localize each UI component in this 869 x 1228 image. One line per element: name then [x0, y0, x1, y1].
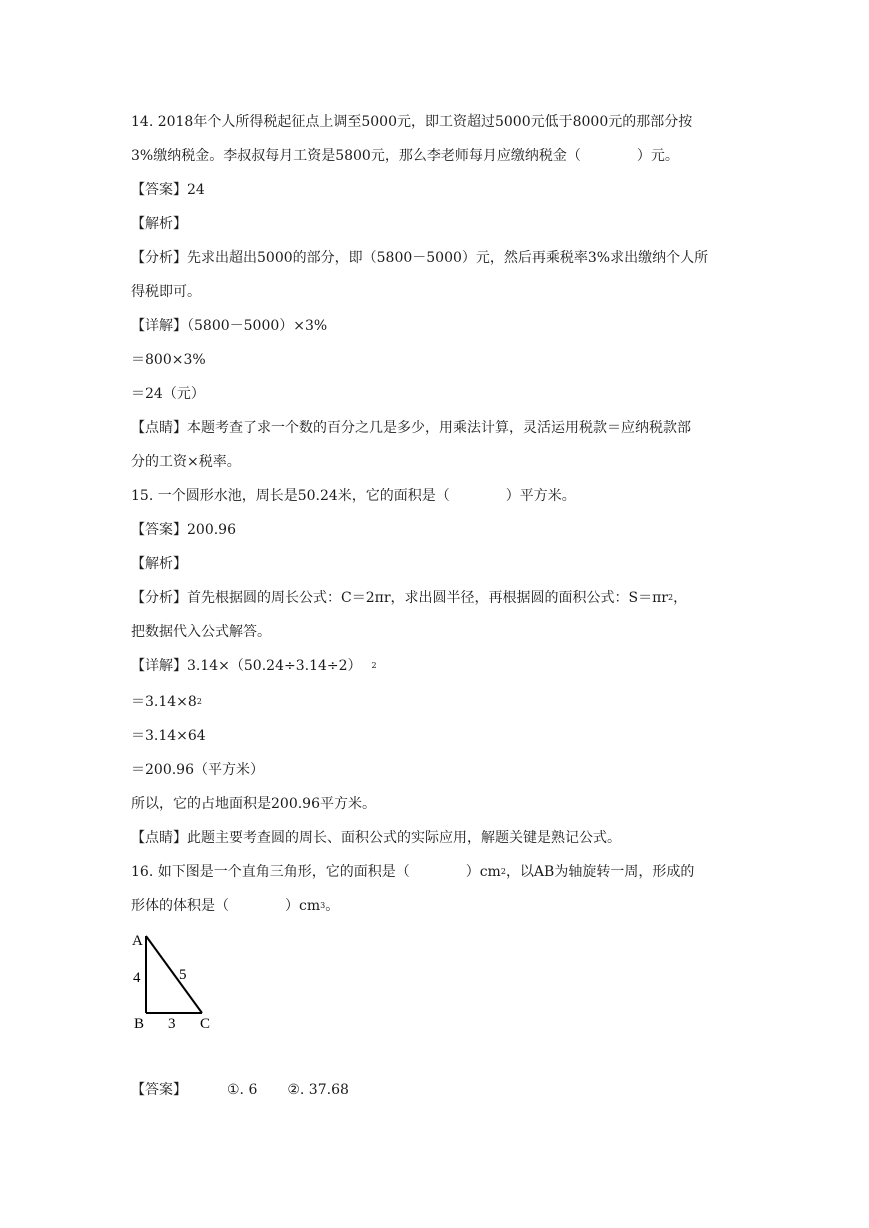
q15-line-1: 15. 一个圆形水池，周长是50.24米，它的面积是（ ）平方米。	[131, 488, 576, 504]
q15-detail-superscript: 2	[371, 661, 377, 670]
q15-jiexi-heading: 【解析】	[131, 556, 187, 572]
q16-line-2	[131, 896, 339, 916]
vertex-label-b: B	[134, 1016, 145, 1032]
side-label-bc: 3	[168, 1016, 176, 1032]
q14-step-2: ＝24（元）	[131, 386, 205, 402]
q15-step-1-text: ＝3.14×8	[131, 694, 197, 710]
q14-jiexi-heading: 【解析】	[131, 216, 187, 232]
side-label-ac: 5	[179, 967, 187, 983]
q14-analysis-line-1: 【分析】先求出超出5000的部分，即（5800－5000）元，然后再乘税率3%求出缴纳个人所	[131, 250, 709, 266]
q16-line-1-rest: ，以AB为轴旋转一周，形成的	[505, 864, 695, 880]
q14-line-2: 3%缴纳税金。李叔叔每月工资是5800元，那么李老师每月应缴纳税金（ ）元。	[131, 148, 679, 164]
q15-analysis-line-1	[131, 588, 687, 608]
q16-line-2-rest: 。	[325, 898, 340, 914]
q15-conclusion: 所以，它的占地面积是200.96平方米。	[131, 796, 376, 812]
q14-detail: 【详解】（5800－5000）×3%	[131, 318, 328, 334]
q15-detail-text: 【详解】3.14×（50.24÷3.14÷2）	[131, 658, 362, 674]
q15-step-1-superscript: 2	[196, 697, 202, 706]
q16-line-1-superscript: 2	[500, 867, 506, 876]
q15-analysis-superscript: 2	[668, 593, 674, 602]
q16-line-2-text: 形体的体积是（ ）cm	[131, 898, 321, 914]
q15-step-2: ＝3.14×64	[131, 728, 206, 744]
q14-remark-line-1: 【点睛】本题考查了求一个数的百分之几是多少，用乘法计算，灵活运用税款＝应纳税款部	[131, 420, 691, 436]
q15-analysis-comma: ，	[673, 590, 688, 606]
triangle-side-ac	[146, 936, 202, 1013]
q16-answer-1: ①. 6	[227, 1082, 258, 1098]
q16-line-1	[131, 862, 694, 882]
q16-answer-2: ②. 37.68	[287, 1082, 349, 1098]
q15-remark: 【点睛】此题主要考查圆的周长、面积公式的实际应用，解题关键是熟记公式。	[131, 830, 621, 846]
q15-analysis-line-2: 把数据代入公式解答。	[131, 624, 271, 640]
q15-step-3: ＝200.96（平方米）	[131, 762, 264, 778]
q14-answer: 【答案】24	[131, 182, 205, 198]
vertex-label-c: C	[200, 1016, 211, 1032]
q14-step-1: ＝800×3%	[131, 352, 206, 368]
right-triangle-figure	[129, 925, 219, 1035]
q14-line-1: 14. 2018年个人所得税起征点上调至5000元，即工资超过5000元低于8000元的那部分按	[131, 114, 693, 130]
q15-answer: 【答案】200.96	[131, 522, 236, 538]
q16-line-1-text: 16. 如下图是一个直角三角形，它的面积是（ ）cm	[131, 864, 501, 880]
q16-answer-label: 【答案】	[131, 1082, 187, 1098]
vertex-label-a: A	[132, 933, 143, 949]
q15-analysis-text: 【分析】首先根据圆的周长公式：C＝2πr，求出圆半径，再根据圆的面积公式：S＝πr	[131, 590, 668, 606]
q15-detail	[131, 656, 377, 676]
side-label-ab: 4	[133, 970, 141, 986]
q16-line-2-superscript: 3	[320, 901, 326, 910]
q14-analysis-line-2: 得税即可。	[131, 284, 201, 300]
q15-step-1	[131, 692, 202, 712]
q16-answer	[131, 1080, 349, 1100]
q14-remark-line-2: 分的工资×税率。	[131, 454, 241, 470]
